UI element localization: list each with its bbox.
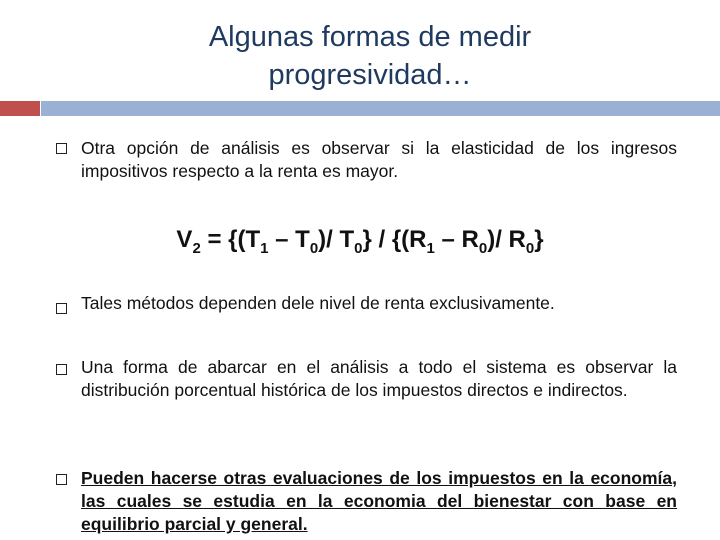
slide-title	[80, 18, 660, 94]
bullet-text: Tales métodos dependen dele nivel de renta exclusivamente.	[81, 293, 555, 313]
bullet-text: Otra opción de análisis es observar si la elasticidad de los ingresos impositivos respecto a la renta es mayor.	[81, 138, 677, 181]
bullet-box-icon	[56, 143, 67, 154]
formula: $V_2 = \{(T_1 - T_0)/$ $T_0\} / \{(R_1 - R_0)/$ $R_0$}	[176, 226, 544, 257]
bullet-box-icon	[56, 474, 67, 485]
bullet-box-icon	[56, 364, 67, 375]
slide-title-line-2: progresividad…	[268, 59, 472, 91]
bullet-text: Pueden hacerse otras evaluaciones de los impuestos en la economía, las cuales se estudia en la economia del bienestar con base en equilibrio parcial y general.	[81, 468, 677, 534]
bullet-text: Una forma de abarcar en el análisis a todo el sistema es observar la distribución porcentual histórica de los impuestos directos e indirectos.	[81, 357, 677, 400]
slide-title-line-1: Algunas formas de medir	[208, 21, 532, 53]
title-rule	[41, 101, 720, 116]
title-rule-accent	[0, 101, 40, 116]
bullet-box-icon	[56, 303, 67, 314]
